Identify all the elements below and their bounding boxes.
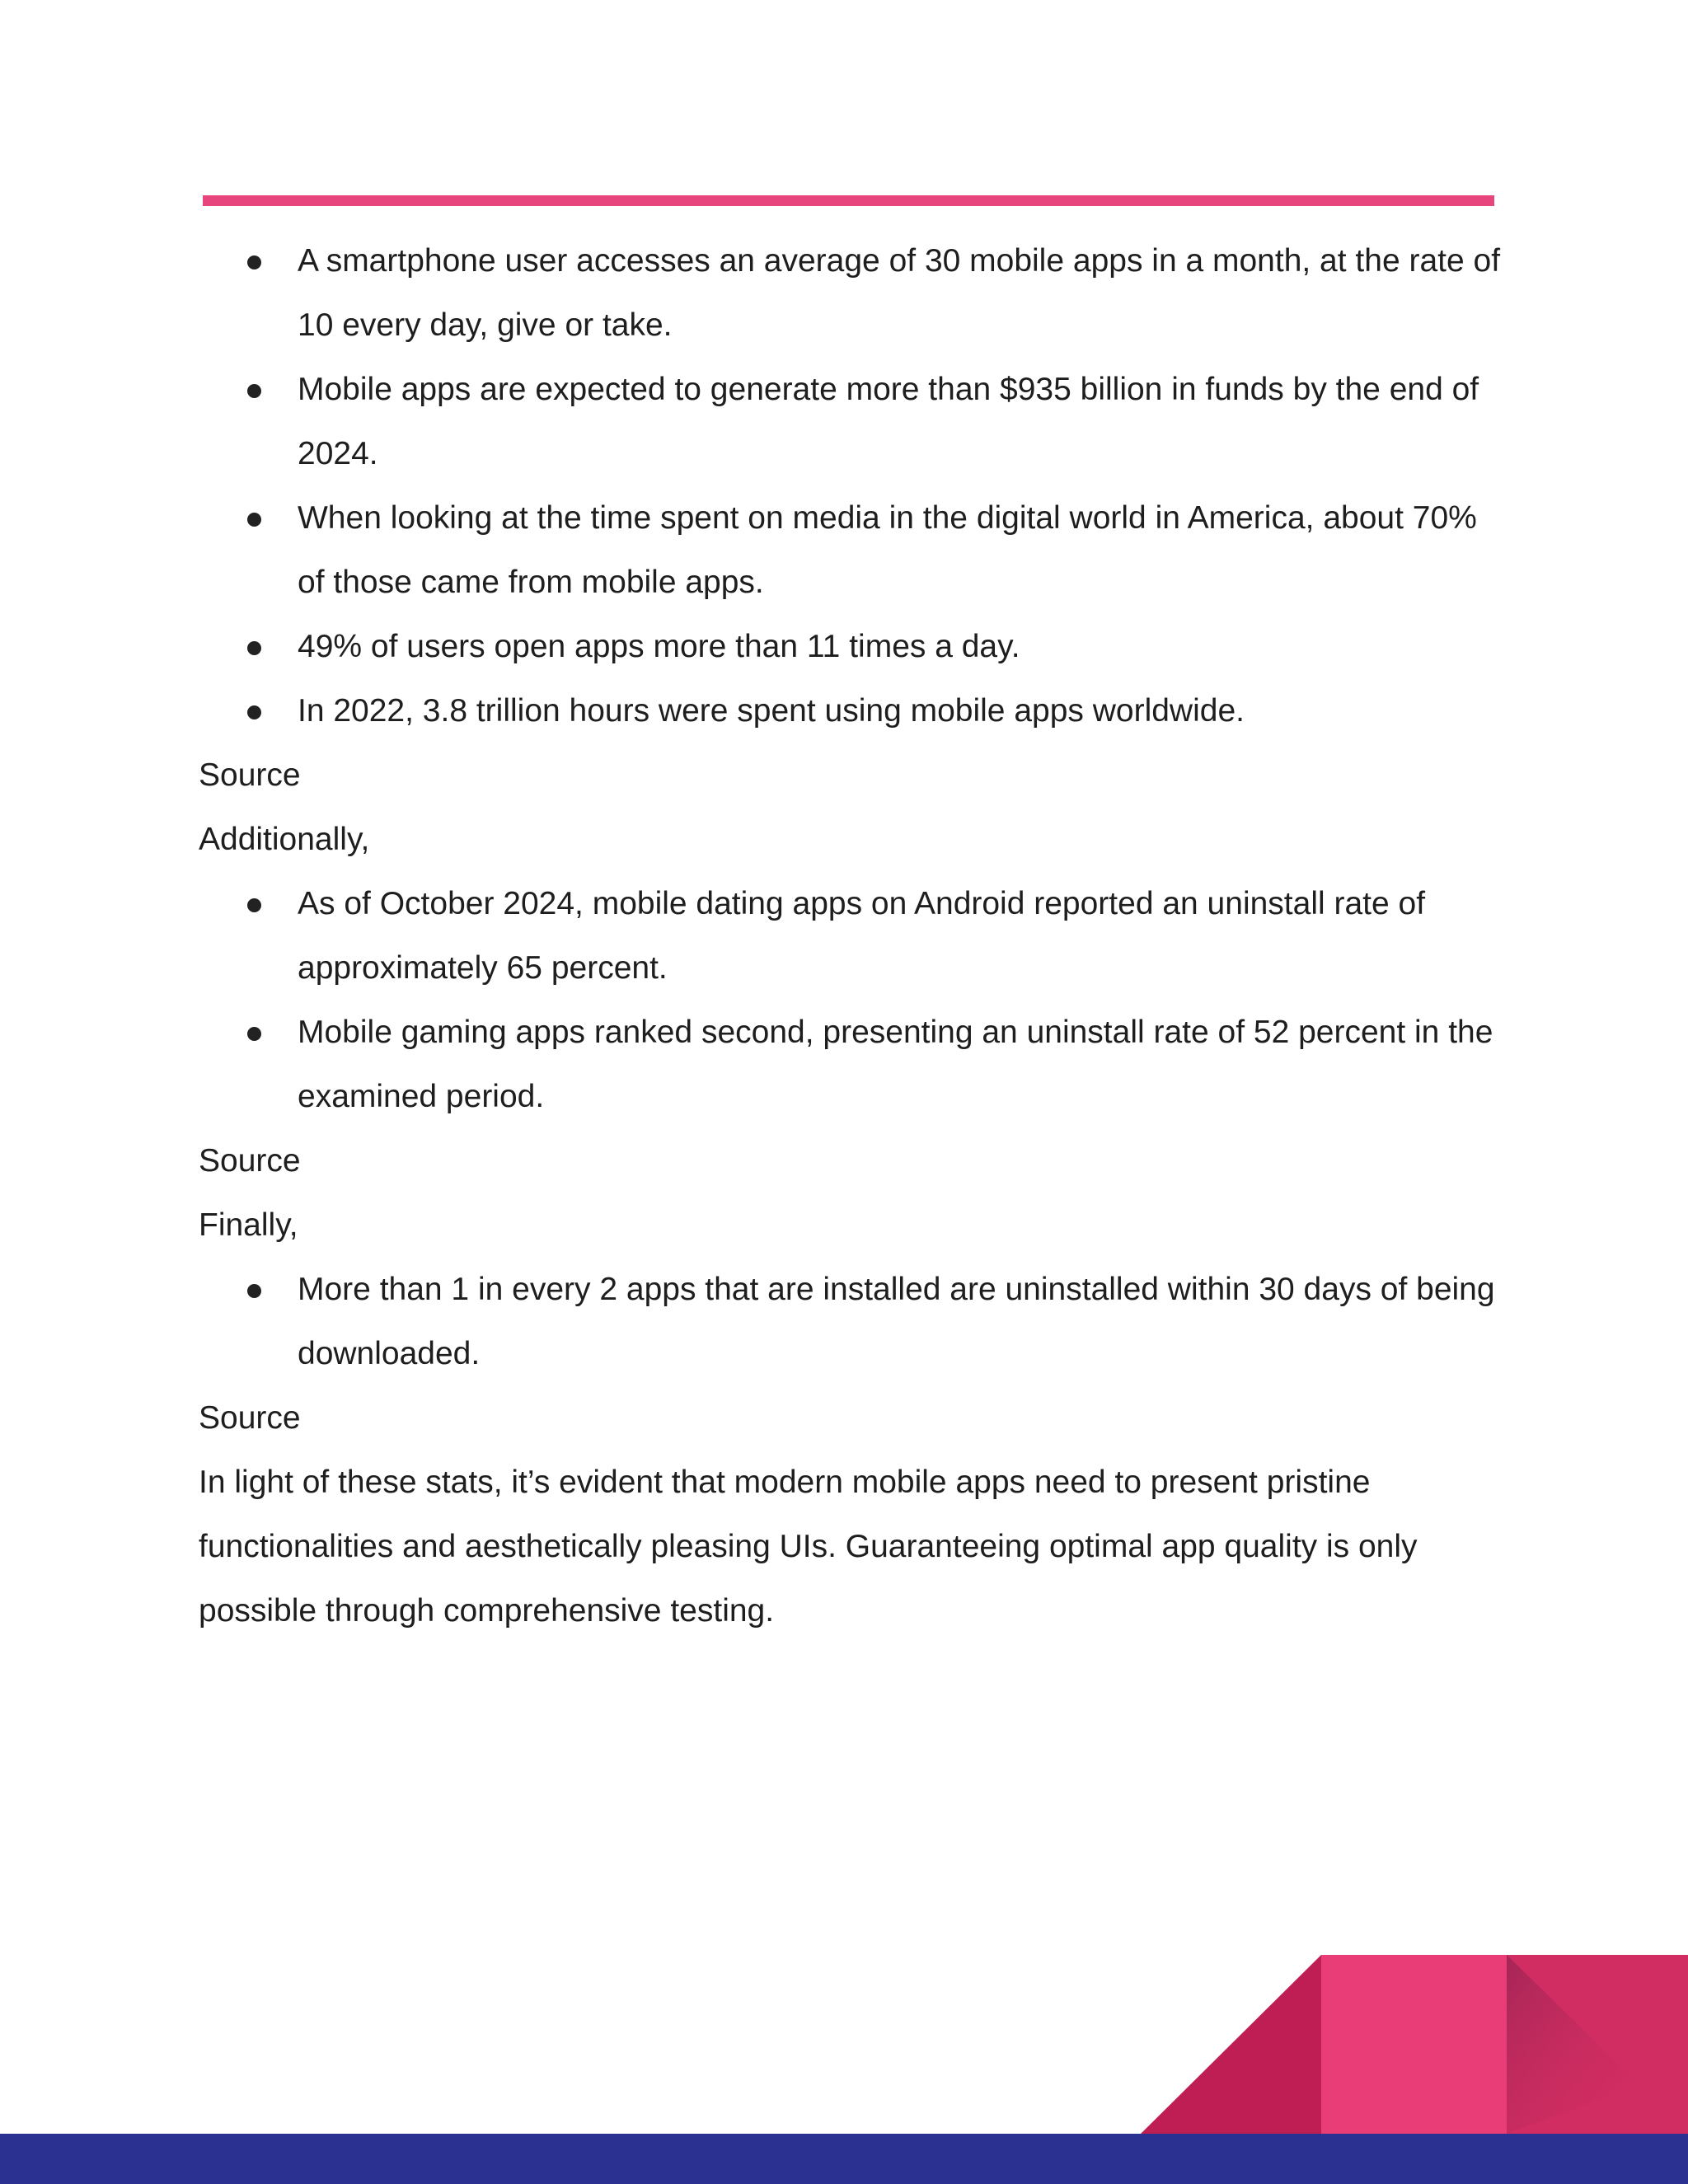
conclusion-paragraph: In light of these stats, it’s evident that modern mobile apps need to present pristine functionalities and aesthetically pleasing UIs. Guaranteeing optimal app quality is only possible through comprehensive testing.: [199, 1465, 1418, 1629]
list-item: Mobile apps are expected to generate more than $935 billion in funds by the end of 2024.: [298, 358, 1501, 486]
intro-additionally: Additionally,: [199, 822, 370, 857]
list-item: 49% of users open apps more than 11 times a day.: [298, 615, 1501, 679]
list-item: More than 1 in every 2 apps that are installed are uninstalled within 30 days of being downloaded.: [298, 1258, 1501, 1386]
intro-finally: Finally,: [199, 1207, 298, 1243]
list-item: Mobile gaming apps ranked second, presenting an uninstall rate of 52 percent in the examined period.: [298, 1001, 1501, 1129]
list-item: In 2022, 3.8 trillion hours were spent using mobile apps worldwide.: [298, 679, 1501, 743]
list-item: A smartphone user accesses an average of 30 mobile apps in a month, at the rate of 10 every day, give or take.: [298, 229, 1501, 358]
source-link[interactable]: Source: [199, 1400, 301, 1436]
pink-block-shape: [1321, 1955, 1507, 2134]
source-link[interactable]: Source: [199, 757, 301, 793]
list-item: When looking at the time spent on media in the digital world in America, about 70% of those came from mobile apps.: [298, 486, 1501, 615]
crimson-triangle-shape: [1141, 1955, 1321, 2134]
list-item: As of October 2024, mobile dating apps on Android reported an uninstall rate of approximately 65 percent.: [298, 872, 1501, 1001]
source-link[interactable]: Source: [199, 1143, 301, 1179]
footer-navy-band: [0, 2134, 1688, 2184]
